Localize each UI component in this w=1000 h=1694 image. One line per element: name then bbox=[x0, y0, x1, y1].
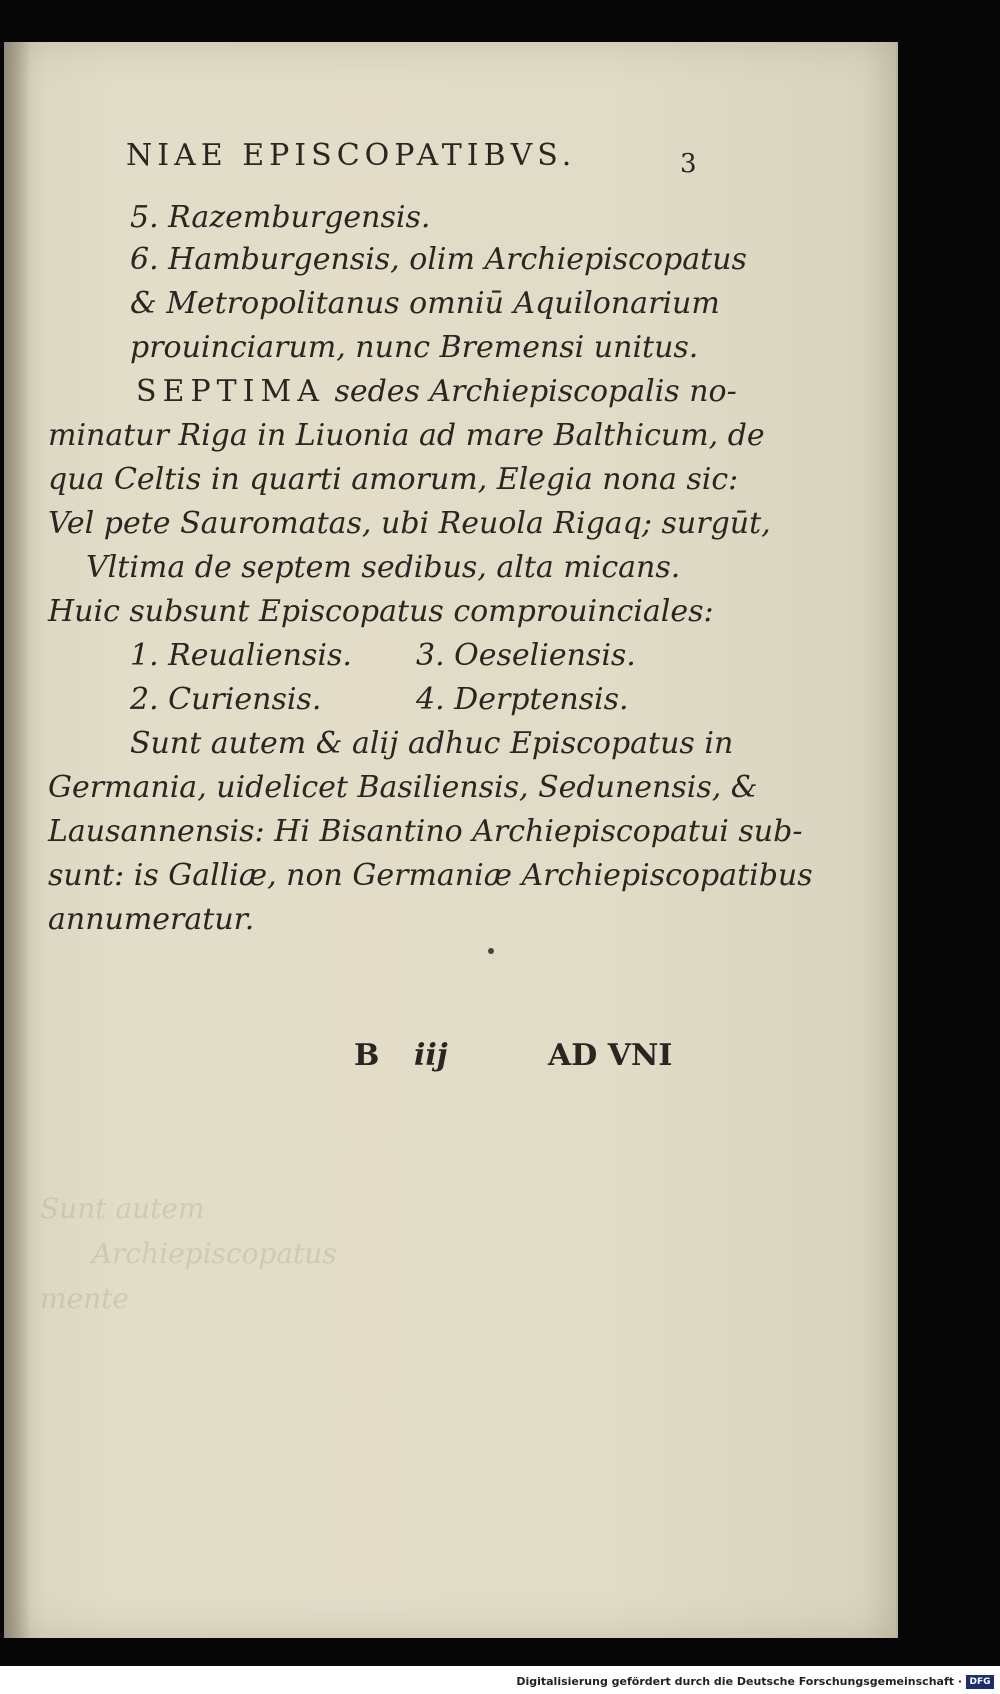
text-line: sunt: is Galliæ, non Germaniæ Archiepiscopatibus bbox=[48, 858, 813, 893]
footer-bar bbox=[0, 1666, 1000, 1694]
catchword: AD VNI bbox=[548, 1038, 673, 1073]
list-item: 1. Reualiensis. bbox=[130, 638, 352, 673]
text-line: prouinciarum, nunc Bremensi unitus. bbox=[130, 330, 699, 365]
list-item: 2. Curiensis. bbox=[130, 682, 322, 717]
text-line: Huic subsunt Episcopatus comprouinciales: bbox=[48, 594, 714, 629]
text-line: & Metropolitanus omniū Aquilonarium bbox=[130, 286, 720, 321]
list-item: 3. Oeseliensis. bbox=[416, 638, 636, 673]
text-line: 6. Hamburgensis, olim Archiepiscopatus bbox=[130, 242, 747, 277]
show-through-text: Sunt autem bbox=[40, 1192, 205, 1225]
text-line: 5. Razemburgensis. bbox=[130, 200, 431, 235]
text-line: Germania, uidelicet Basiliensis, Sedunensis, & bbox=[48, 770, 758, 805]
text-line: Sunt autem & alij adhuc Episcopatus in bbox=[130, 726, 734, 761]
book-page bbox=[4, 42, 898, 1638]
dfg-logo: DFG bbox=[966, 1675, 994, 1689]
signature-number: iij bbox=[414, 1038, 448, 1073]
text-line: Lausannensis: Hi Bisantino Archiepiscopatui sub- bbox=[48, 814, 803, 849]
list-item: 4. Derptensis. bbox=[416, 682, 629, 717]
text-span: sedes Archiepiscopalis no- bbox=[334, 374, 737, 409]
signature-mark: B bbox=[354, 1038, 380, 1073]
text-line bbox=[136, 374, 737, 410]
show-through-text: mente bbox=[40, 1282, 129, 1315]
verse-line: Vel pete Sauromatas, ubi Reuola Rigaq; surgūt, bbox=[48, 506, 771, 541]
verse-line: Vltima de septem sedibus, alta micans. bbox=[86, 550, 681, 585]
capital-word: SEPTIMA bbox=[136, 374, 325, 409]
folio-number: 3 bbox=[680, 149, 697, 179]
text-line: minatur Riga in Liuonia ad mare Balthicum, de bbox=[48, 418, 765, 453]
text-line: annumeratur. bbox=[48, 902, 255, 937]
running-title: NIAE EPISCOPATIBVS. bbox=[126, 138, 577, 173]
funding-credit: Digitalisierung gefördert durch die Deutsche Forschungsgemeinschaft · bbox=[516, 1675, 962, 1688]
text-line: qua Celtis in quarti amorum, Elegia nona sic: bbox=[48, 462, 739, 497]
show-through-text: Archiepiscopatus bbox=[74, 1237, 337, 1270]
page-text bbox=[4, 42, 896, 1638]
